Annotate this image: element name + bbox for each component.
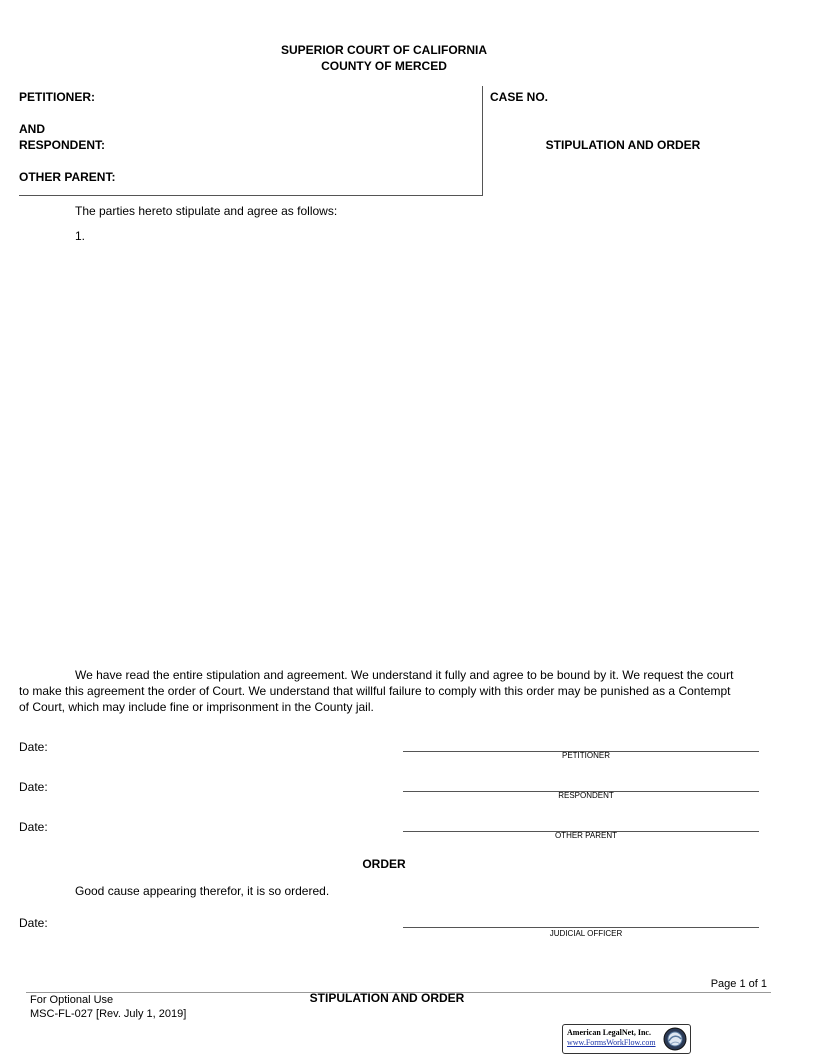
petitioner-date-label: Date: xyxy=(19,740,48,754)
footer-title: STIPULATION AND ORDER xyxy=(309,991,465,1005)
petitioner-signature-label: PETITIONER xyxy=(561,751,610,760)
intro-text: The parties hereto stipulate and agree as follows: xyxy=(75,204,338,218)
agreement-text: We have read the entire stipulation and agreement. We understand it fully and agree to be bound by it. We request the court to make this agreement the order of Court. We understand that willful failure to comply with this order may be punished as a Contempt of Court, which may include fine or imprisonment in the County jail. xyxy=(19,668,734,714)
caption-divider-horizontal xyxy=(19,195,483,196)
court-name: SUPERIOR COURT OF CALIFORNIA xyxy=(281,43,487,57)
respondent-label: RESPONDENT: xyxy=(19,138,106,152)
globe-icon xyxy=(663,1027,687,1051)
petitioner-label: PETITIONER: xyxy=(19,90,96,104)
order-text: Good cause appearing therefor, it is so ordered. xyxy=(75,884,330,898)
and-label: AND xyxy=(19,122,45,136)
other-parent-date-label: Date: xyxy=(19,820,48,834)
caption-divider-vertical xyxy=(482,86,483,195)
document-title: STIPULATION AND ORDER xyxy=(545,138,701,152)
other-parent-signature-label: OTHER PARENT xyxy=(554,831,618,840)
judicial-date-label: Date: xyxy=(19,916,48,930)
logo-company-name: American LegalNet, Inc. xyxy=(567,1028,651,1037)
respondent-date-label: Date: xyxy=(19,780,48,794)
case-number-label: CASE NO. xyxy=(490,90,549,104)
item-number: 1. xyxy=(75,229,86,243)
agreement-paragraph xyxy=(19,667,739,715)
other-parent-label: OTHER PARENT: xyxy=(19,170,116,184)
respondent-signature-label: RESPONDENT xyxy=(558,791,614,800)
court-header xyxy=(250,42,518,74)
judicial-officer-signature-label: JUDICIAL OFFICER xyxy=(549,929,623,938)
logo-website-link[interactable]: www.FormsWorkFlow.com xyxy=(567,1038,656,1047)
form-number: MSC-FL-027 [Rev. July 1, 2019] xyxy=(30,1008,187,1020)
order-heading: ORDER xyxy=(362,857,406,871)
page-number: Page 1 of 1 xyxy=(710,978,767,990)
court-county: COUNTY OF MERCED xyxy=(321,59,447,73)
judicial-officer-signature-line[interactable] xyxy=(403,927,759,928)
legalnet-logo[interactable] xyxy=(562,1024,691,1054)
optional-use-text: For Optional Use xyxy=(30,994,114,1006)
